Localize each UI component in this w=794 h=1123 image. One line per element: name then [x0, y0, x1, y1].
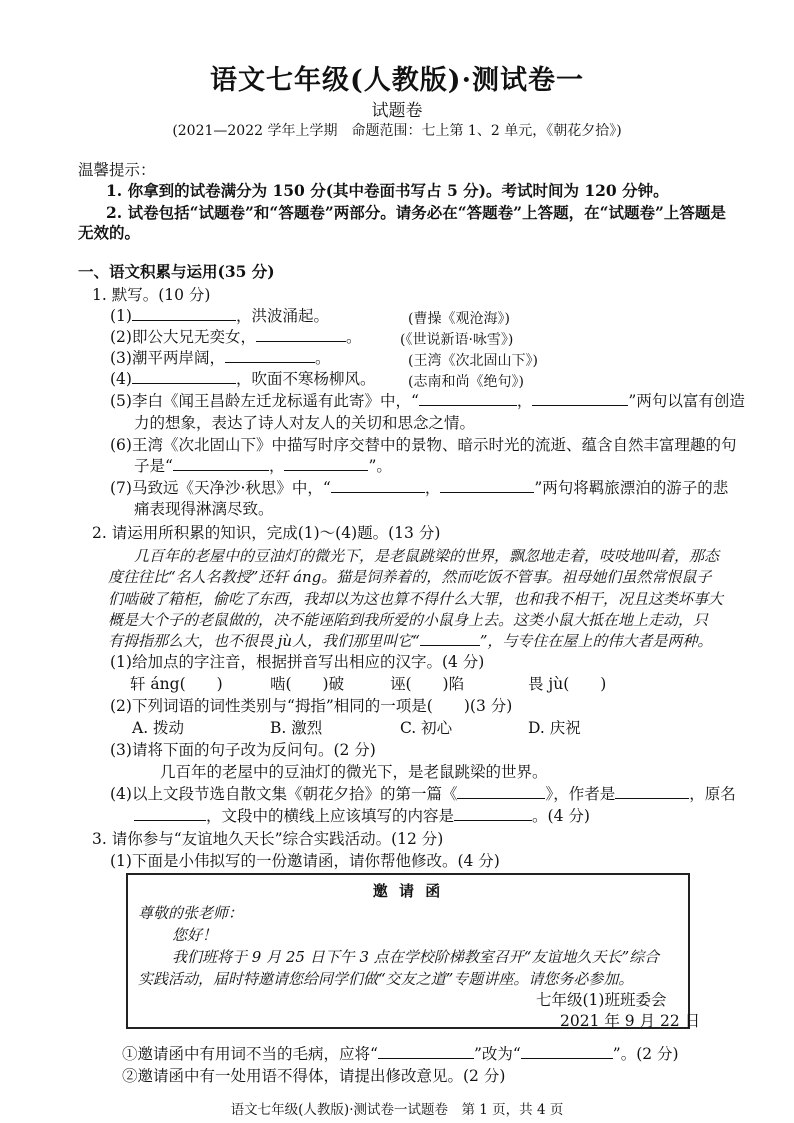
q2-sub-4: (4)以上文段节选自散文集《朝花夕拾》的第一篇《 》，作者是 ，原名 — [110, 785, 736, 803]
invitation-hello: 您好！ — [172, 926, 218, 944]
pinyin-item-3: 诬( )陷 — [390, 675, 465, 693]
invitation-body: 实践活动，届时特邀请您给同学们做“交友之道”专题讲座。请您务必参加。 — [138, 970, 634, 988]
q1-source-4: (志南和尚《绝句》) — [408, 374, 524, 390]
page-footer: 语文七年级(人教版)·测试卷一试题卷 第 1 页，共 4 页 — [230, 1102, 564, 1118]
q2-sub-3: (3)请将下面的句子改为反问句。(2 分) — [110, 741, 376, 759]
answer-blank[interactable] — [134, 806, 206, 821]
answer-blank[interactable] — [284, 456, 368, 471]
answer-blank[interactable] — [521, 1044, 613, 1059]
answer-blank[interactable] — [454, 806, 532, 821]
q3-item-2: ②邀请函中有一处用语不得体，请提出修改意见。(2 分) — [122, 1067, 506, 1085]
q1-line-3: (3)潮平两岸阔， 。 — [110, 349, 331, 367]
q3-sub-1: (1)下面是小伟拟写的一份邀请函，请你帮他修改。(4 分) — [110, 852, 500, 870]
answer-blank[interactable] — [132, 306, 236, 321]
answer-blank[interactable] — [256, 327, 346, 342]
notice-item-2: 2. 试卷包括“试题卷”和“答题卷”两部分。请务必在“答题卷”上答题，在“试题卷”上答题是 — [106, 203, 726, 222]
pinyin-item-4: 畏 jù( ) — [528, 675, 607, 693]
q1-line-6-cont: 子是“ ， ”。 — [134, 457, 392, 475]
invitation-greeting: 尊敬的张老师： — [138, 904, 244, 922]
q1-source-1: (曹操《观沧海》) — [408, 311, 510, 327]
passage-line: 概是大个子的老鼠做的，决不能诬陷到我所爱的小鼠身上去。这类小鼠大抵在地上走动，只 — [108, 611, 709, 629]
option-c: C. 初心 — [400, 719, 453, 737]
q1-source-3: (王湾《次北固山下》) — [408, 353, 538, 369]
answer-blank[interactable] — [378, 1044, 474, 1059]
answer-blank[interactable] — [615, 784, 689, 799]
q1-line-6: (6)王湾《次北固山下》中描写时序交替中的景物、暗示时光的流逝、蕴含自然丰富理趣的句 — [110, 436, 737, 454]
q2-sub-2: (2)下列词语的词性类别与“拇指”相同的一项是( )(3 分) — [110, 697, 513, 715]
answer-blank[interactable] — [225, 348, 315, 363]
option-d: D. 庆祝 — [528, 719, 581, 737]
answer-blank[interactable] — [132, 369, 236, 384]
notice-heading: 温馨提示： — [78, 161, 156, 179]
answer-blank[interactable] — [420, 631, 480, 646]
option-b: B. 激烈 — [270, 719, 323, 737]
q1-line-1: (1) ，洪波涌起。 — [110, 307, 329, 325]
page-subtitle: 试题卷 — [371, 101, 423, 121]
q1-line-7-cont: 痛表现得淋漓尽致。 — [134, 500, 274, 518]
q1-line-2: (2)即公大兄无奕女， 。 — [110, 328, 362, 346]
q2-stem: 2. 请运用所积累的知识，完成(1)～(4)题。(13 分) — [92, 524, 441, 542]
notice-item-1: 1. 你拿到的试卷满分为 150 分(其中卷面书写占 5 分)。考试时间为 120 分钟。 — [106, 181, 669, 200]
pinyin-item-1: 轩 áng( ) — [130, 675, 223, 693]
q1-line-4: (4) ，吹面不寒杨柳风。 — [110, 370, 376, 388]
answer-blank[interactable] — [532, 391, 628, 406]
q1-source-2: (《世说新语·咏雪》) — [400, 332, 514, 348]
option-a: A. 拨动 — [132, 719, 185, 737]
passage-line: 们啮破了箱柜，偷吃了东西，我却以为这也算不得什么大罪，也和我不相干，况且这类坏事大 — [108, 590, 724, 608]
q2-sub-3-sentence: 几百年的老屋中的豆油灯的微光下，是老鼠跳梁的世界。 — [160, 763, 548, 781]
section-heading: 一、语文积累与运用(35 分) — [78, 262, 275, 281]
passage-line: 度往往比“名人名教授”还轩 áng。猫是饲养着的，然而吃饭不管事。祖母她们虽然常恨鼠子 — [108, 568, 712, 586]
q1-line-7: (7)马致远《天净沙·秋思》中，“ ， ”两句将羁旅漂泊的游子的悲 — [110, 479, 729, 497]
invitation-title: 邀 请 函 — [372, 882, 444, 900]
passage-line: 有拇指那么大，也不很畏 jù人，我们那里叫它“ ”，与专住在屋上的伟大者是两种。 — [108, 632, 713, 650]
q1-stem: 1. 默写。(10 分) — [92, 286, 211, 304]
answer-blank[interactable] — [331, 478, 425, 493]
passage-line: 几百年的老屋中的豆油灯的微光下，是老鼠跳梁的世界，飘忽地走着，吱吱地叫着，那态 — [134, 547, 720, 565]
q1-line-5-cont: 力的想象，表达了诗人对友人的关切和思念之情。 — [134, 414, 476, 432]
answer-blank[interactable] — [419, 391, 517, 406]
q3-item-1: ①邀请函中有用词不当的毛病，应将“ ”改为“ ”。(2 分) — [122, 1045, 679, 1063]
pinyin-item-2: 啮( )破 — [270, 675, 345, 693]
invitation-date: 2021 年 9 月 22 日 — [560, 1012, 701, 1030]
answer-blank[interactable] — [440, 478, 534, 493]
q3-stem: 3. 请你参与“友谊地久天长”综合实践活动。(12 分) — [92, 830, 444, 848]
q2-sub-1: (1)给加点的字注音，根据拼音写出相应的汉字。(4 分) — [110, 653, 485, 671]
invitation-body: 我们班将于 9 月 25 日下午 3 点在学校阶梯教室召开“友谊地久天长”综合 — [172, 948, 660, 966]
q2-sub-4-cont: ，文段中的横线上应该填写的内容是 。(4 分) — [134, 806, 590, 826]
page-title: 语文七年级(人教版)·测试卷一 — [210, 65, 584, 96]
invitation-signer: 七年级(1)班班委会 — [536, 991, 667, 1009]
answer-blank[interactable] — [173, 456, 269, 471]
notice-item-2-cont: 无效的。 — [78, 223, 141, 242]
q1-line-5: (5)李白《闻王昌龄左迁龙标遥有此寄》中，“ ， ”两句以富有创造 — [110, 392, 745, 410]
exam-scope: (2021—2022 学年上学期 命题范围：七上第 1、2 单元，《朝花夕拾》) — [172, 123, 622, 139]
answer-blank[interactable] — [457, 784, 545, 799]
